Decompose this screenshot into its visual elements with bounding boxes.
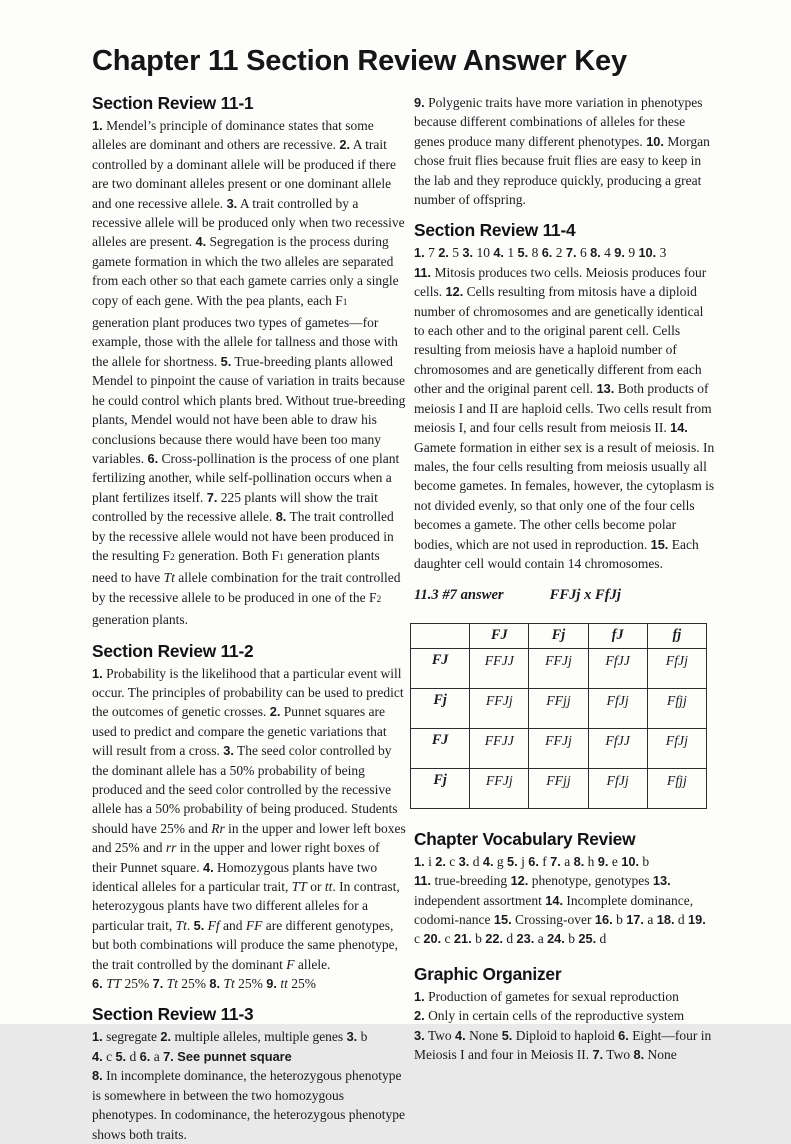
text-run: FF (245, 917, 263, 933)
text-run: 2. (269, 704, 281, 720)
punnett-cell: FFJj (470, 688, 529, 728)
text-run: b (357, 1029, 368, 1045)
text-run: f (538, 853, 551, 869)
text-run: 7. (550, 853, 561, 869)
text-run: 2. (160, 1029, 172, 1045)
text-run: Morgan chose fruit flies because fruit flies are easy to keep in the lab and they reproduce quickly, producing a great number of offspring. (414, 133, 710, 208)
text-run: 5. (115, 1048, 127, 1064)
text-run: Polygenic traits have more variation in phenotypes because different combinations of alleles for these genes produce many different phenotypes. (414, 95, 703, 149)
punnett-col-header: fJ (588, 623, 647, 648)
page-title: Chapter 11 Section Review Answer Key (92, 45, 627, 77)
text-run: 6. (541, 245, 553, 261)
vocab-body (414, 852, 715, 949)
vocab-heading: Chapter Vocabulary Review (414, 828, 636, 849)
text-run: Homozygous plants have two identical alleles for a particular trait, (92, 859, 378, 895)
text-run: Gamete formation in either sex is a result of meiosis. In males, the four cells resulting from meiosis usually all become gametes. In females, however, the cytoplasm is not divided evenly, so that only one of the four cells becomes a gamete. The other cells become polar bodies, which are not used in reproduction. (414, 439, 715, 552)
text-run: Cross-pollination is the process of one plant fertilizing another, while self-pollination occurs when a plant fertilizes itself. (92, 450, 400, 505)
text-run: The trait controlled by the recessive allele would not have been produced in the resulting F (92, 509, 394, 563)
text-run: 1. (92, 1029, 103, 1045)
text-run: 3 (656, 245, 667, 261)
organizer-body (414, 987, 715, 1065)
text-run: 15. (650, 536, 669, 552)
punnett-row-label: FJ (411, 648, 470, 688)
text-run: 25. (578, 931, 597, 947)
punnett-cell: FFjj (529, 768, 588, 808)
punnett-cell: FfJJ (588, 648, 647, 688)
text-run: i (424, 853, 436, 869)
section-heading-11-2: Section Review 11-2 (92, 640, 254, 661)
text-run: 5 (448, 245, 463, 261)
punnett-cell: FFJj (529, 648, 588, 688)
text-run: allele combination for the trait controlled by the recessive allele to be produced in one of the F (92, 570, 401, 605)
text-run: None (644, 1047, 677, 1062)
text-run: 9. (614, 245, 625, 261)
text-run: 8. (275, 509, 287, 525)
text-run: e (608, 853, 622, 869)
right-column (414, 93, 715, 1064)
text-run: Mitosis produces two cells. Meiosis produces four cells. (414, 264, 707, 300)
section-body-11-1-continued (414, 93, 715, 209)
text-run: 9. (597, 853, 609, 869)
text-run: F (286, 956, 295, 972)
text-run: c (414, 931, 424, 947)
punnett-cell: FfJj (588, 768, 647, 808)
text-run: 1. (92, 665, 103, 681)
text-run: Diploid to haploid (512, 1027, 619, 1043)
text-run: 10. (621, 853, 640, 869)
text-run: 18. (656, 911, 675, 927)
text-run: 4. (195, 234, 207, 250)
text-run: Crossing-over (511, 911, 595, 927)
text-run: 1 (279, 552, 284, 563)
punnett-col-header: fj (647, 623, 706, 648)
punnett-row-label: FJ (411, 728, 470, 768)
text-run: 3. (223, 743, 234, 759)
text-run: 1. (92, 118, 103, 133)
text-run: 3. (226, 195, 238, 211)
text-run: 5. (517, 245, 529, 261)
text-run: In incomplete dominance, the heterozygous phenotype is somewhere in between the two homozygous phenotypes. In codominance, the heterozygous phenotype shows both traits. (92, 1068, 406, 1142)
text-run: 10. (638, 245, 657, 261)
text-run: 7. (565, 245, 577, 261)
text-run: 3. (462, 245, 474, 261)
text-run: 19. (688, 911, 706, 927)
section-heading-11-3: Section Review 11-3 (92, 1004, 254, 1025)
text-run: 2. (435, 853, 446, 869)
text-run: 8. (590, 245, 601, 261)
text-run: 9 (624, 245, 639, 261)
text-run: 25% (121, 976, 153, 992)
text-run: d (126, 1048, 140, 1064)
text-run: Eight—four in Meiosis I and four in Meiosis II. (414, 1027, 712, 1062)
text-run: 1. (414, 988, 425, 1004)
text-run: 8. (573, 853, 585, 869)
text-run: A trait controlled by a dominant allele will be produced if there are two dominant alleles present or one dominant allele and one recessive allele. (92, 137, 397, 211)
text-run: 16. (594, 911, 613, 927)
text-run: 3. (458, 853, 470, 869)
text-run: a (150, 1048, 164, 1064)
section-body-11-4 (414, 243, 715, 573)
text-run: 12. (510, 873, 529, 889)
text-run: generation plant produces two types of gametes—for example, those with the allele for tallness and those with the allele for shortness. (92, 315, 398, 369)
text-run: g (493, 853, 508, 869)
text-run: in the upper and lower left boxes and 25% and (92, 820, 406, 856)
text-run: are different genotypes, but both combinations will produce the same phenotype, the trait controlled by the dominant (92, 917, 398, 972)
text-run: Each daughter cell would contain 14 chromosomes. (414, 536, 699, 571)
left-column (92, 93, 406, 1144)
text-run: a (560, 853, 574, 869)
text-run: Both products of meiosis I and II are haploid cells. Two cells result from meiosis I, and four cells result from meiosis II. (414, 381, 712, 436)
text-run: 10. (646, 133, 664, 149)
text-run: 6. (528, 853, 539, 869)
text-run: or (306, 879, 325, 895)
text-run: Punnet squares are used to predict and compare the genetic variations that will result from a cross. (92, 704, 387, 759)
text-run: Cells resulting from mitosis have a diploid number of chromosomes and are genetically identical to each other and to the original parent cell. Cells resulting from meiosis have a haploid number of chromosomes and are genetically different from each other and the original parent cell. (414, 284, 704, 397)
text-run: 7. See punnet square (163, 1048, 292, 1064)
text-run: 22. (485, 931, 504, 947)
text-run: 8 (528, 245, 542, 261)
text-run: 6 (576, 245, 591, 261)
text-run: 14. (670, 420, 688, 436)
text-run: 6. (147, 450, 159, 466)
text-run: 1. (414, 245, 425, 261)
text-run: 4. (455, 1027, 466, 1043)
text-run: 7. (592, 1047, 604, 1062)
text-run: true-breeding (431, 873, 511, 889)
text-run: generation plants need to have (92, 547, 380, 586)
text-run: 7. (206, 489, 218, 505)
text-run: 7 (424, 245, 439, 261)
text-run: 1. (414, 853, 425, 869)
text-run: 225 plants will show the trait controlled by the recessive allele. (92, 489, 378, 525)
text-run: 5. (507, 853, 518, 869)
text-run: 10 (473, 245, 494, 261)
punnett-caption-cross: FFJj x FfJj (549, 587, 621, 604)
punnett-caption-label: 11.3 #7 answer (414, 587, 504, 604)
text-run: 12. (445, 284, 464, 300)
punnett-cell: FfJJ (588, 728, 647, 768)
punnett-caption (414, 586, 715, 605)
text-run: 25% (287, 976, 316, 992)
text-run: 5. (193, 917, 205, 933)
text-run: 24. (547, 931, 565, 947)
text-run: The seed color controlled by the dominant allele has a 50% probability of being produced and the seed color controlled by the recessive allele has a 50% probability of being produced. Students should have 25% and (92, 743, 398, 836)
text-run: 13. (596, 381, 615, 397)
text-run: 2. (339, 137, 351, 153)
text-run: d (674, 911, 689, 927)
text-run: Two (424, 1027, 455, 1043)
text-run: c (445, 853, 459, 869)
punnett-cell: FfJj (647, 648, 706, 688)
text-run: in the upper and lower right boxes of their Punnet square. (92, 840, 380, 875)
text-run: tt (324, 879, 333, 895)
text-run: b (612, 911, 627, 927)
text-run: 15. (493, 911, 512, 927)
text-run: . In contrast, heterozygous plants have two different alleles for a particular trait, (92, 879, 400, 933)
section-heading-11-4: Section Review 11-4 (414, 220, 576, 241)
text-run: 8. (92, 1068, 103, 1084)
text-run: TT (106, 976, 122, 992)
text-run: 2 (552, 245, 566, 261)
punnett-col-header: Fj (529, 623, 588, 648)
text-run: 11. (414, 873, 432, 889)
text-run: Tt (166, 976, 178, 992)
text-run: 4. (493, 245, 504, 261)
text-run: allele. (294, 956, 331, 972)
text-run: a (534, 931, 548, 947)
text-run: 8. (633, 1047, 645, 1062)
text-run: TT (291, 879, 307, 895)
punnett-col-header: FJ (470, 623, 529, 648)
text-run: multiple alleles, multiple genes (171, 1029, 347, 1045)
text-run: j (517, 853, 529, 869)
text-run: b (564, 931, 579, 947)
text-run: 9. (414, 95, 425, 110)
section-body-11-3 (92, 1027, 406, 1143)
text-run: 4. (482, 853, 494, 869)
organizer-heading: Graphic Organizer (414, 963, 562, 984)
text-run: 11. (414, 264, 432, 280)
text-run: 5. (501, 1027, 513, 1043)
text-run: h (584, 853, 598, 869)
text-run: 20. (423, 931, 442, 947)
text-run: 9. (266, 976, 277, 992)
text-run: b (471, 931, 486, 947)
text-run: tt (280, 976, 288, 992)
text-run: Tt (223, 976, 235, 992)
text-run: . (186, 917, 194, 933)
text-run: 25% (234, 976, 267, 992)
text-run: 25% (177, 976, 210, 992)
text-run: independent assortment (414, 892, 546, 908)
text-run: 1 (342, 297, 348, 308)
text-run: 3. (414, 1027, 425, 1043)
text-run: Mendel’s principle of dominance states that some alleles are dominant and others are recessive. (92, 118, 374, 153)
text-run: d (596, 931, 607, 947)
punnett-row-label: Fj (411, 688, 470, 728)
text-run: 4. (92, 1048, 103, 1064)
text-run: Tt (163, 570, 175, 586)
punnett-cell: FFjj (529, 688, 588, 728)
punnett-cell: FFJj (470, 768, 529, 808)
text-run: A trait controlled by a recessive allele will be produced only when two recessive alleles are present. (92, 195, 405, 250)
text-run: 4 (600, 245, 615, 261)
text-run: 7. (152, 976, 164, 992)
text-run: generation plants. (92, 612, 188, 628)
text-run: 2 (376, 594, 382, 605)
text-run: 13. (652, 873, 671, 889)
text-run: True-breeding plants allowed Mendel to pinpoint the cause of variation in traits because he could control which plants bred. Without true-breeding plants, Mendel would not have been able to draw his conclusions because there would have been too many variables. (92, 353, 406, 466)
text-run: 2. (414, 1008, 425, 1024)
text-run: None (465, 1027, 502, 1043)
punnett-corner-cell (411, 623, 470, 648)
text-run: segregate (102, 1029, 161, 1045)
text-run: 6. (92, 976, 103, 992)
text-run: d (503, 931, 517, 947)
text-run: 23. (516, 931, 535, 947)
punnett-cell: FfJj (647, 728, 706, 768)
text-run: and (219, 917, 246, 933)
text-run: 14. (545, 892, 564, 908)
text-run: Two (603, 1047, 634, 1062)
punnett-cell: FfJj (588, 688, 647, 728)
text-run: 17. (626, 911, 644, 927)
text-run: rr (165, 840, 177, 856)
text-run: c (102, 1048, 116, 1064)
text-run: b (639, 853, 650, 869)
text-run: 1 (504, 245, 518, 261)
text-run: 2. (438, 245, 449, 261)
text-run: 6. (139, 1048, 151, 1064)
text-run: Production of gametes for sexual reproduction (424, 988, 679, 1004)
text-run: Ff (207, 917, 220, 933)
punnett-table (410, 623, 707, 809)
punnett-cell: FFJJ (470, 648, 529, 688)
text-run: Only in certain cells of the reproductive system (424, 1008, 685, 1024)
text-run: 2 (170, 552, 175, 563)
punnett-cell: Ffjj (647, 768, 706, 808)
punnett-row-label: Fj (411, 768, 470, 808)
text-run: Rr (211, 820, 225, 836)
text-run: 21. (453, 931, 472, 947)
text-run: generation. Both F (174, 547, 279, 563)
punnett-cell: Ffjj (647, 688, 706, 728)
section-body-11-1 (92, 116, 406, 630)
text-run: c (441, 931, 454, 947)
text-run: 3. (346, 1029, 358, 1045)
text-run: d (469, 853, 483, 869)
text-run: a (643, 911, 657, 927)
text-run: 8. (209, 976, 221, 992)
punnett-cell: FFJJ (470, 728, 529, 768)
text-run: phenotype, genotypes (528, 873, 653, 889)
text-run: Incomplete dominance, codomi-nance (414, 892, 694, 927)
punnett-cell: FFJj (529, 728, 588, 768)
text-run: 6. (618, 1027, 629, 1043)
text-run: Probability is the likelihood that a particular event will occur. The principles of probability can be used to predict the outcomes of genetic crosses. (92, 665, 404, 720)
text-run: 4. (202, 859, 214, 875)
section-heading-11-1: Section Review 11-1 (92, 93, 254, 113)
text-run: Tt (175, 917, 187, 933)
text-run: Segregation is the process during gamete formation in which the two alleles are separated from each other so that each gamete carries only a single copy of each gene. With the pea plants, each F (92, 234, 399, 308)
section-body-11-2 (92, 664, 406, 994)
text-run: 5. (220, 353, 232, 369)
